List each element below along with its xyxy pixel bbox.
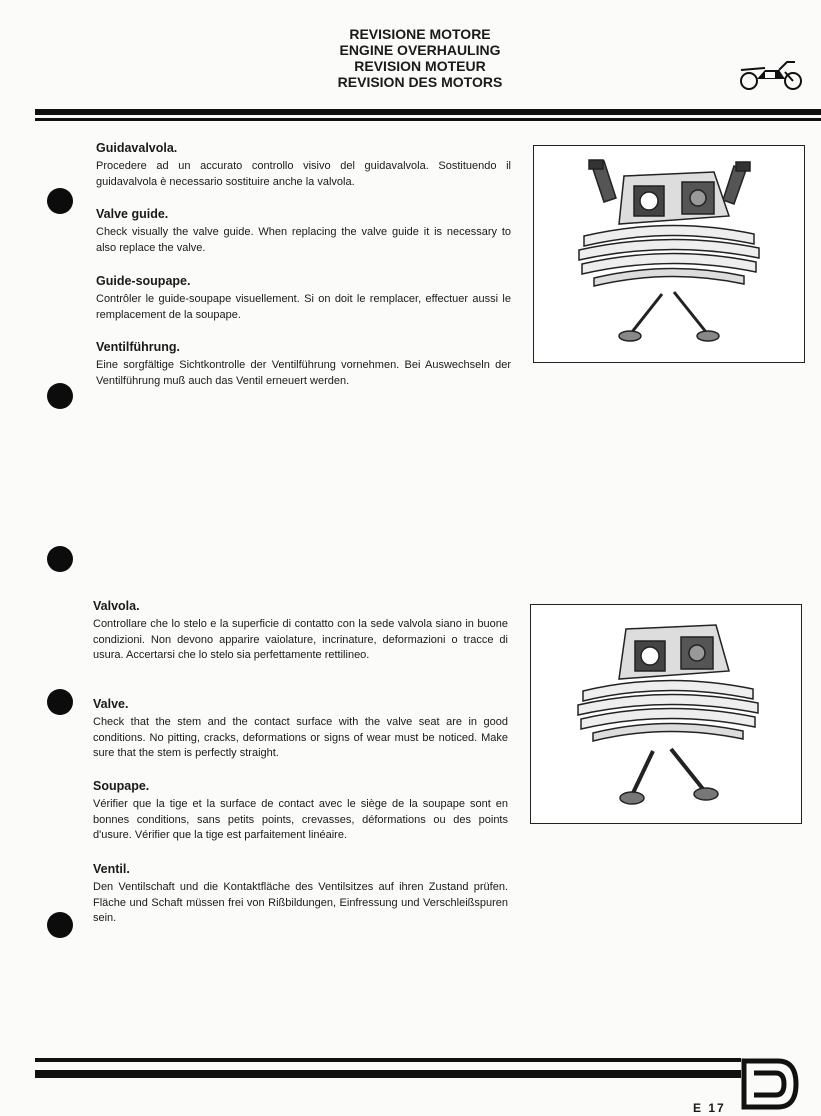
header-title-de: REVISION DES MOTORS xyxy=(337,74,503,90)
binder-hole xyxy=(47,689,73,715)
block-body: Eine sorgfältige Sichtkontrolle der Ventilführung vornehmen. Bei Auswechseln der Ventilführung muß auch das Ventil erneuert werden. xyxy=(96,359,511,387)
header-title-fr: REVISION MOTEUR xyxy=(354,58,486,74)
valve-de-block xyxy=(93,862,508,927)
block-body: Check visually the valve guide. When replacing the valve guide it is necessary to also replace the valve. xyxy=(96,226,511,254)
page-header xyxy=(260,26,580,90)
block-body: Controllare che lo stelo e la superficie di contatto con la sede valvola siano in buone condizioni. Non devono apparire vaiolature, incrinature, deformazioni o tracce di usura. Accertarsi che lo stelo sia perfettamente rettilineo. xyxy=(93,618,508,661)
block-body: Den Ventilschaft und die Kontaktfläche des Ventilsitzes auf ihren Zustand prüfen. Fläche und Schaft müssen frei von Rißbildungen, Einfressung und Verschleißspuren sein. xyxy=(93,881,508,924)
header-title-it: REVISIONE MOTORE xyxy=(349,26,491,42)
block-title: Valve. xyxy=(93,697,129,711)
binder-hole xyxy=(47,546,73,572)
page-number: E 17 xyxy=(693,1101,726,1115)
bottom-divider xyxy=(35,1058,741,1080)
binder-hole xyxy=(47,383,73,409)
block-body: Contrôler le guide-soupape visuellement. Si on doit le remplacer, effectuer aussi le remplacement de la soupape. xyxy=(96,293,511,321)
block-body: Check that the stem and the contact surface with the valve seat are in good conditions. No pitting, cracks, deformations or signs of wear must be noticed. Make sure that the stem is perfectly straight. xyxy=(93,716,508,759)
block-title: Soupape. xyxy=(93,779,150,793)
valve-fr-block xyxy=(93,779,508,844)
block-title: Valve guide. xyxy=(96,207,169,221)
manufacturer-logo-icon xyxy=(740,1057,800,1111)
binder-hole xyxy=(47,188,73,214)
valve-en-block xyxy=(93,697,508,762)
valve-guide-it-block xyxy=(96,141,511,190)
block-title: Guidavalvola. xyxy=(96,141,178,155)
binder-hole xyxy=(47,912,73,938)
top-divider xyxy=(35,109,821,123)
cylinder-head-valve-guide-figure xyxy=(533,145,805,363)
block-body: Vérifier que la tige et la surface de contact avec le siège de la soupape sont en bonnes conditions, sans petits points, crevasses, déformations ou des points d'usure. Vérifier que la tige est parfaitement linéaire. xyxy=(93,798,508,841)
cylinder-head-valve-figure xyxy=(530,604,802,824)
block-body: Procedere ad un accurato controllo visivo del guidavalvola. Sostituendo il guidavalvola è necessario sostituire anche la valvola. xyxy=(96,160,511,188)
block-title: Guide-soupape. xyxy=(96,274,191,288)
valve-it-block xyxy=(93,599,508,664)
valve-guide-de-block xyxy=(96,340,511,389)
header-title-en: ENGINE OVERHAULING xyxy=(339,42,501,58)
block-title: Valvola. xyxy=(93,599,140,613)
valve-guide-en-block xyxy=(96,207,511,256)
motorcycle-icon xyxy=(735,58,807,92)
block-title: Ventil. xyxy=(93,862,130,876)
valve-guide-fr-block xyxy=(96,274,511,323)
block-title: Ventilführung. xyxy=(96,340,181,354)
